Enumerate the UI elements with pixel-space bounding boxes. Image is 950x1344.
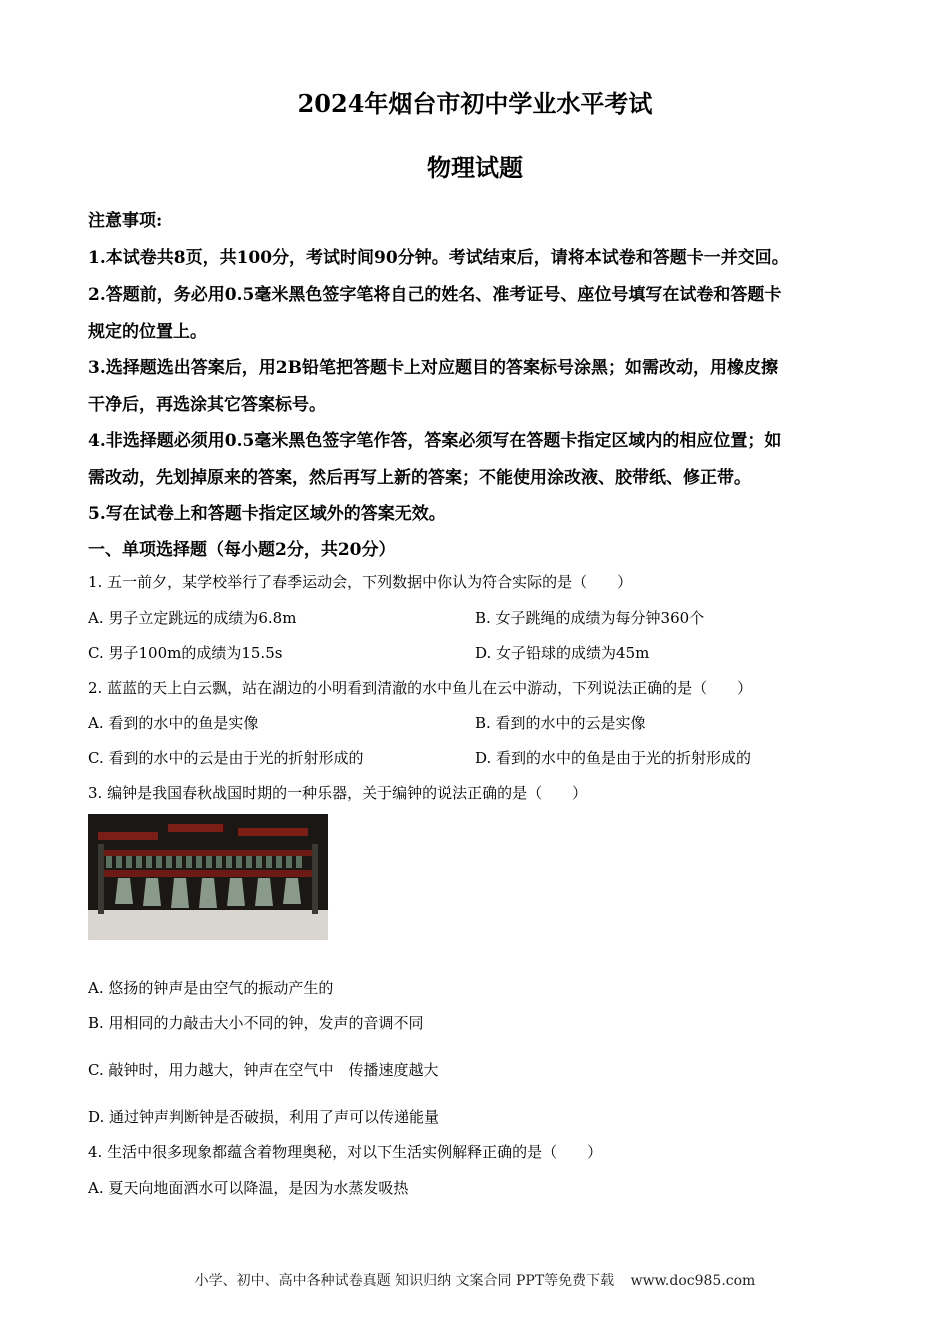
question-2-stem: 2. 蓝蓝的天上白云飘，站在湖边的小明看到清澈的水中鱼儿在云中游动，下列说法正确的是（ ）	[88, 679, 753, 697]
question-2-option-d: D. 看到的水中的鱼是由于光的折射形成的	[475, 749, 752, 767]
question-2-option-b: B. 看到的水中的云是实像	[475, 714, 646, 732]
exam-subtitle: 物理试题	[427, 153, 523, 182]
footer-text: 小学、初中、高中各种试卷真题 知识归纳 文案合同 PPT等免费下载	[194, 1273, 615, 1289]
section-heading: 一、单项选择题（每小题2分，共20分）	[88, 540, 396, 560]
question-1-option-a: A. 男子立定跳远的成绩为6.8m	[88, 609, 297, 627]
question-4-option-a: A. 夏天向地面洒水可以降温，是因为水蒸发吸热	[88, 1179, 409, 1197]
question-2-option-c: C. 看到的水中的云是由于光的折射形成的	[88, 749, 364, 767]
question-1-option-b: B. 女子跳绳的成绩为每分钟360个	[475, 609, 705, 627]
page-footer	[0, 1270, 950, 1290]
chime-bells-image	[88, 814, 328, 940]
question-3-stem: 3. 编钟是我国春秋战国时期的一种乐器，关于编钟的说法正确的是（ ）	[88, 784, 588, 802]
question-3-option-b: B. 用相同的力敲击大小不同的钟，发声的音调不同	[88, 1014, 424, 1032]
notice-line: 干净后，再选涂其它答案标号。	[88, 395, 326, 415]
question-2-option-a: A. 看到的水中的鱼是实像	[88, 714, 259, 732]
question-3-option-c: C. 敲钟时，用力越大，钟声在空气中 传播速度越大	[88, 1061, 439, 1079]
question-1-option-c: C. 男子100m的成绩为15.5s	[88, 644, 283, 662]
footer-link[interactable]: www.doc985.com	[630, 1273, 756, 1289]
exam-title: 2024年烟台市初中学业水平考试	[297, 89, 653, 118]
notice-line: 4.非选择题必须用0.5毫米黑色签字笔作答，答案必须写在答题卡指定区域内的相应位置；如	[88, 431, 782, 451]
question-1-option-d: D. 女子铅球的成绩为45m	[475, 644, 650, 662]
notice-line: 1.本试卷共8页，共100分，考试时间90分钟。考试结束后，请将本试卷和答题卡一并交回。	[88, 248, 789, 268]
notice-line: 2.答题前，务必用0.5毫米黑色签字笔将自己的姓名、准考证号、座位号填写在试卷和答题卡	[88, 285, 782, 305]
notice-line: 3.选择题选出答案后，用2B铅笔把答题卡上对应题目的答案标号涂黑；如需改动，用橡皮擦	[88, 358, 778, 378]
notice-line: 5.写在试卷上和答题卡指定区域外的答案无效。	[88, 504, 446, 524]
notice-line: 规定的位置上。	[88, 322, 207, 342]
notice-heading: 注意事项:	[88, 211, 163, 231]
question-3-option-d: D. 通过钟声判断钟是否破损，利用了声可以传递能量	[88, 1108, 440, 1126]
question-1-stem: 1. 五一前夕，某学校举行了春季运动会，下列数据中你认为符合实际的是（ ）	[88, 573, 633, 591]
question-3-option-a: A. 悠扬的钟声是由空气的振动产生的	[88, 979, 334, 997]
question-4-stem: 4. 生活中很多现象都蕴含着物理奥秘，对以下生活实例解释正确的是（ ）	[88, 1143, 603, 1161]
notice-line: 需改动，先划掉原来的答案，然后再写上新的答案；不能使用涂改液、胶带纸、修正带。	[88, 468, 751, 488]
